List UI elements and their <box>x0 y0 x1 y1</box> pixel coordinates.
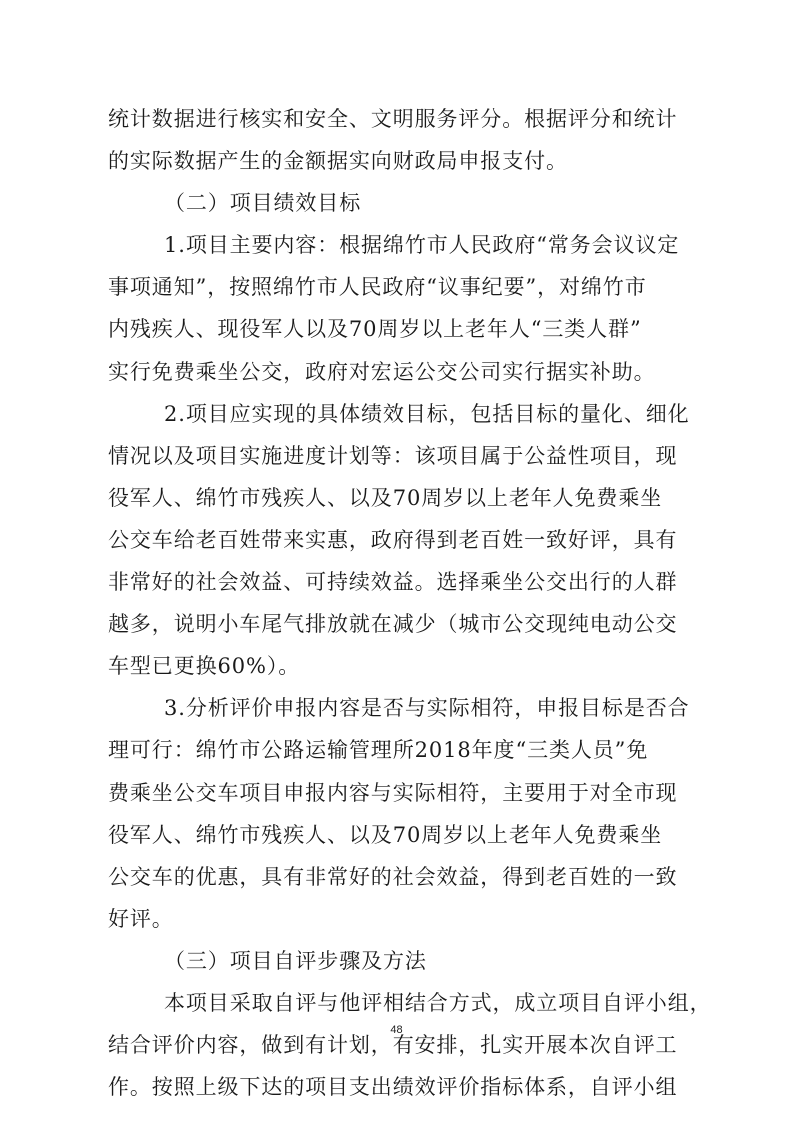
text-line: 事项通知”，按照绵竹市人民政府“议事纪要”，对绵竹市 <box>108 275 647 300</box>
text-line: 车型已更换60%）。 <box>108 654 301 679</box>
section-heading-steps: （三）项目自评步骤及方法 <box>164 948 427 973</box>
paragraph-item-2-start: 2.项目应实现的具体绩效目标，包括目标的量化、细化 <box>164 401 690 426</box>
text-line: 好评。 <box>108 906 174 931</box>
paragraph-item-1-start: 1.项目主要内容：根据绵竹市人民政府“常务会议议定 <box>164 233 680 258</box>
text-line: 统计数据进行核实和安全、文明服务评分。根据评分和统计 <box>108 107 678 131</box>
text-line: 实行免费乘坐公交，政府对宏运公交公司实行据实补助。 <box>108 359 656 384</box>
text-line: 越多，说明小车尾气排放就在减少（城市公交现纯电动公交 <box>108 612 678 637</box>
text-line: 的实际数据产生的金额据实向财政局申报支付。 <box>108 149 568 174</box>
body-text <box>108 98 712 1108</box>
text-line: 公交车的优惠，具有非常好的社会效益，得到老百姓的一致 <box>108 864 678 889</box>
text-line: 役军人、绵竹市残疾人、以及70周岁以上老年人免费乘坐 <box>108 485 663 510</box>
text-line: 非常好的社会效益、可持续效益。选择乘坐公交出行的人群 <box>108 570 678 595</box>
page-number: 48 <box>390 1024 403 1036</box>
text-line: 理可行：绵竹市公路运输管理所2018年度“三类人员”免 <box>108 738 649 763</box>
text-line: 内残疾人、现役军人以及70周岁以上老年人“三类人群” <box>108 317 642 342</box>
section-heading-objectives: （二）项目绩效目标 <box>164 191 362 216</box>
text-line: 结合评价内容，做到有计划，有安排，扎实开展本次自评工 <box>108 1033 678 1058</box>
text-line: 役军人、绵竹市残疾人、以及70周岁以上老年人免费乘坐 <box>108 822 663 847</box>
paragraph-item-3-start: 3.分析评价申报内容是否与实际相符，申报目标是否合 <box>164 696 690 721</box>
text-line: 公交车给老百姓带来实惠，政府得到老百姓一致好评，具有 <box>108 527 678 552</box>
text-line: 费乘坐公交车项目申报内容与实际相符，主要用于对全市现 <box>108 780 678 805</box>
text-line: 情况以及项目实施进度计划等：该项目属于公益性项目，现 <box>108 443 678 468</box>
paragraph-method-start: 本项目采取自评与他评相结合方式，成立项目自评小组， <box>164 990 712 1015</box>
text-line: 作。按照上级下达的项目支出绩效评价指标体系，自评小组 <box>108 1075 678 1100</box>
